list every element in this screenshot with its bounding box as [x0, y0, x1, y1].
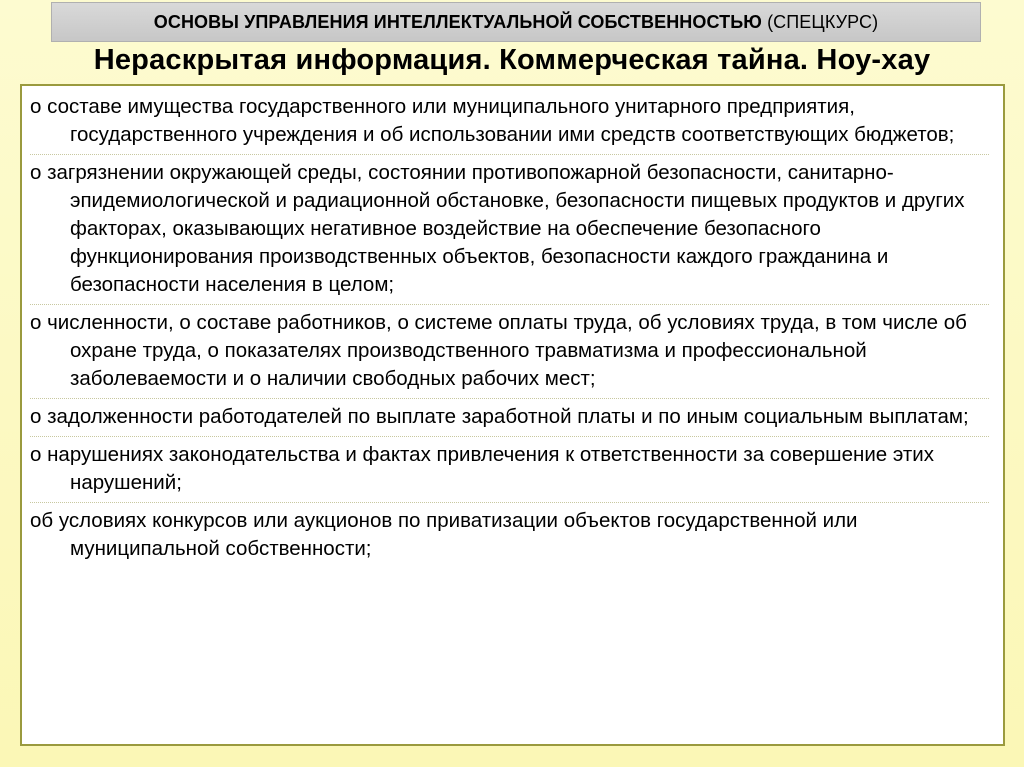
list-item: об условиях конкурсов или аукционов по приватизации объектов государственной или муниципальной собственности; — [30, 502, 989, 563]
list-item: о составе имущества государственного или муниципального унитарного предприятия, государственного учреждения и об использовании ими средств соответствующих бюджетов; — [30, 95, 955, 146]
course-header — [51, 2, 981, 42]
course-title-subtitle: (СПЕЦКУРС) — [767, 11, 879, 32]
list-item: о задолженности работодателей по выплате заработной платы и по иным социальным выплатам; — [30, 398, 989, 431]
course-title-main: ОСНОВЫ УПРАВЛЕНИЯ ИНТЕЛЛЕКТУАЛЬНОЙ СОБСТВЕННОСТЬЮ — [153, 11, 762, 32]
list-item: о нарушениях законодательства и фактах привлечения к ответственности за совершение этих нарушений; — [30, 436, 989, 497]
list-item: о загрязнении окружающей среды, состоянии противопожарной безопасности, санитарно-эпидемиологической и радиационной обстановке, безопасности пищевых продуктов и других факторах, оказывающих негативное воздействие на обеспечение безопасного функционирования производственных объектов, безопасности каждого гражданина и безопасности населения в целом; — [30, 154, 989, 299]
slide-title: Нераскрытая информация. Коммерческая тайна. Ноу-хау — [93, 44, 931, 76]
content-panel — [20, 84, 1005, 746]
list-item: о численности, о составе работников, о системе оплаты труда, об условиях труда, в том числе об охране труда, о показателях производственного травматизма и профессиональной заболеваемости и о наличии свободных рабочих мест; — [30, 304, 989, 393]
course-title — [154, 12, 878, 33]
